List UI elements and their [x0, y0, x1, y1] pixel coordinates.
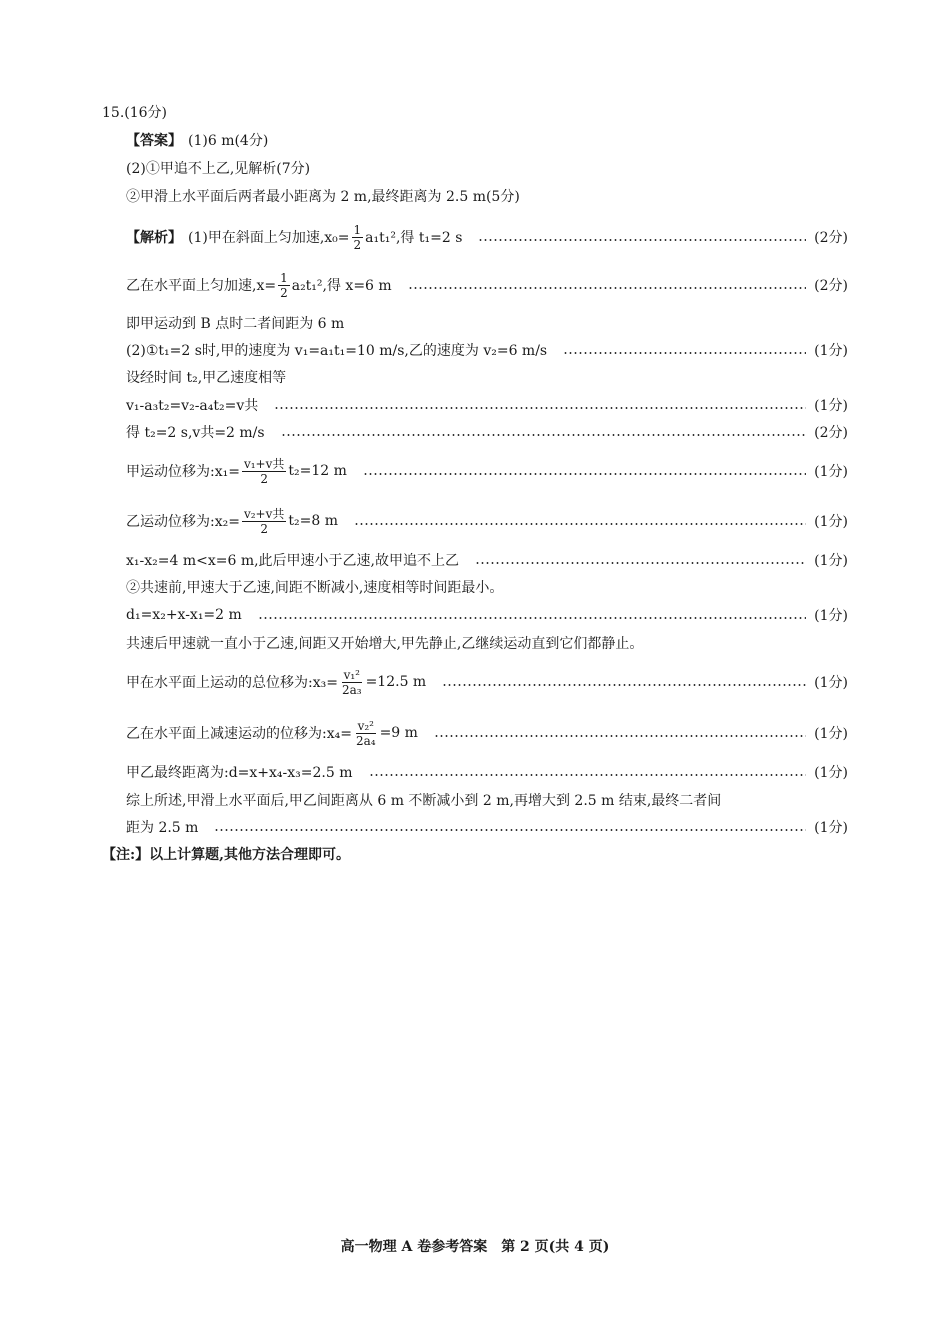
fraction: $\frac{\text{v₁+v共}}{2}$	[243, 456, 285, 486]
points-label: (1分)	[814, 608, 848, 624]
fraction: $\frac{\text{v₂+v共}}{2}$	[243, 506, 285, 536]
leader-dots	[363, 473, 806, 475]
fraction: $\frac{1}{2}$	[280, 270, 288, 300]
analysis-line-8: 甲运动位移为:x₁= $\frac{\text{v₁+v共}}{2}$ t₂=12 m (1分)	[126, 456, 848, 486]
answer-tag: 【答案】	[126, 133, 182, 149]
analysis-line-5: 设经时间 t₂,甲乙速度相等	[126, 370, 287, 386]
analysis-line-16: 甲乙最终距离为:d=x+x₄-x₃=2.5 m (1分)	[126, 758, 848, 786]
answer-line-2: (2)①甲追不上乙,见解析(7分)	[126, 161, 311, 177]
points-label: (1分)	[814, 675, 848, 691]
points-label: (1分)	[814, 820, 848, 836]
leader-dots	[274, 407, 806, 409]
leader-dots	[408, 287, 806, 289]
page-footer: 高一物理 A 卷参考答案 第 2 页(共 4 页)	[340, 1239, 610, 1255]
fraction: $\frac{\text{v₁²}}{\text{2a₃}}$	[341, 667, 362, 697]
points-label: (1分)	[814, 464, 848, 480]
leader-dots	[478, 239, 806, 241]
points-label: (1分)	[814, 726, 848, 742]
analysis-line-7: 得 t₂=2 s,v共=2 m/s (2分)	[126, 418, 848, 446]
question-header: 15.(16分)	[102, 105, 168, 121]
analysis-line-15: 乙在水平面上减速运动的位移为:x₄= $\frac{\text{v₂²}}{\text{2a₄}}$ =9 m (1分)	[126, 718, 848, 748]
analysis-line-13: 共速后甲速就一直小于乙速,间距又开始增大,甲先静止,乙继续运动直到它们都静止。	[126, 636, 644, 652]
points-label: (1分)	[814, 765, 848, 781]
note: 【注:】以上计算题,其他方法合理即可。	[102, 847, 351, 863]
analysis-line-4: (2)①t₁=2 s时,甲的速度为 v₁=a₁t₁=10 m/s,乙的速度为 v₂=6 m/s (1分)	[126, 336, 848, 364]
answer-line-3: ②甲滑上水平面后两者最小距离为 2 m,最终距离为 2.5 m(5分)	[126, 189, 520, 205]
analysis-line-6: v₁-a₃t₂=v₂-a₄t₂=v共 (1分)	[126, 391, 848, 419]
analysis-line-11: ②共速前,甲速大于乙速,间距不断减小,速度相等时间距最小。	[126, 580, 504, 596]
points-label: (1分)	[814, 343, 848, 359]
analysis-line-3: 即甲运动到 B 点时二者间距为 6 m	[126, 316, 345, 332]
points-label: (1分)	[814, 553, 848, 569]
analysis-line-2: 乙在水平面上匀加速,x= $\frac{1}{2}$ a₂t₁²,得 x=6 m (2分)	[126, 270, 848, 300]
analysis-line-1: 【解析】 (1)甲在斜面上匀加速,x₀= $\frac{1}{2}$ a₁t₁²,得 t₁=2 s (2分)	[126, 222, 848, 252]
analysis-line-12: d₁=x₂+x-x₁=2 m (1分)	[126, 607, 848, 624]
fraction: $\frac{1}{2}$	[353, 222, 362, 252]
points-label: (2分)	[814, 425, 848, 441]
leader-dots	[434, 735, 806, 737]
analysis-line-18: 距为 2.5 m (1分)	[126, 813, 848, 841]
leader-dots	[281, 434, 807, 436]
leader-dots	[258, 617, 806, 619]
leader-dots	[475, 562, 806, 564]
leader-dots	[369, 774, 807, 776]
analysis-line-17: 综上所述,甲滑上水平面后,甲乙间距离从 6 m 不断减小到 2 m,再增大到 2.5 m 结束,最终二者间	[126, 793, 722, 809]
analysis-tag: 【解析】	[126, 230, 182, 246]
points-label: (1分)	[814, 514, 848, 530]
leader-dots	[354, 523, 806, 525]
points-label: (2分)	[814, 230, 848, 246]
analysis-line-9: 乙运动位移为:x₂= $\frac{\text{v₂+v共}}{2}$ t₂=8 m (1分)	[126, 506, 848, 536]
fraction: $\frac{\text{v₂²}}{\text{2a₄}}$	[355, 718, 376, 748]
answer-line-1: 【答案】 (1)6 m(4分)	[126, 126, 848, 154]
leader-dots	[214, 829, 806, 831]
points-label: (1分)	[814, 398, 848, 414]
analysis-line-10: x₁-x₂=4 m<x=6 m,此后甲速小于乙速,故甲追不上乙 (1分)	[126, 546, 848, 574]
analysis-line-14: 甲在水平面上运动的总位移为:x₃= $\frac{\text{v₁²}}{\text{2a₃}}$ =12.5 m (1分)	[126, 667, 848, 697]
leader-dots	[442, 684, 806, 686]
leader-dots	[563, 352, 806, 354]
points-label: (2分)	[814, 278, 848, 294]
